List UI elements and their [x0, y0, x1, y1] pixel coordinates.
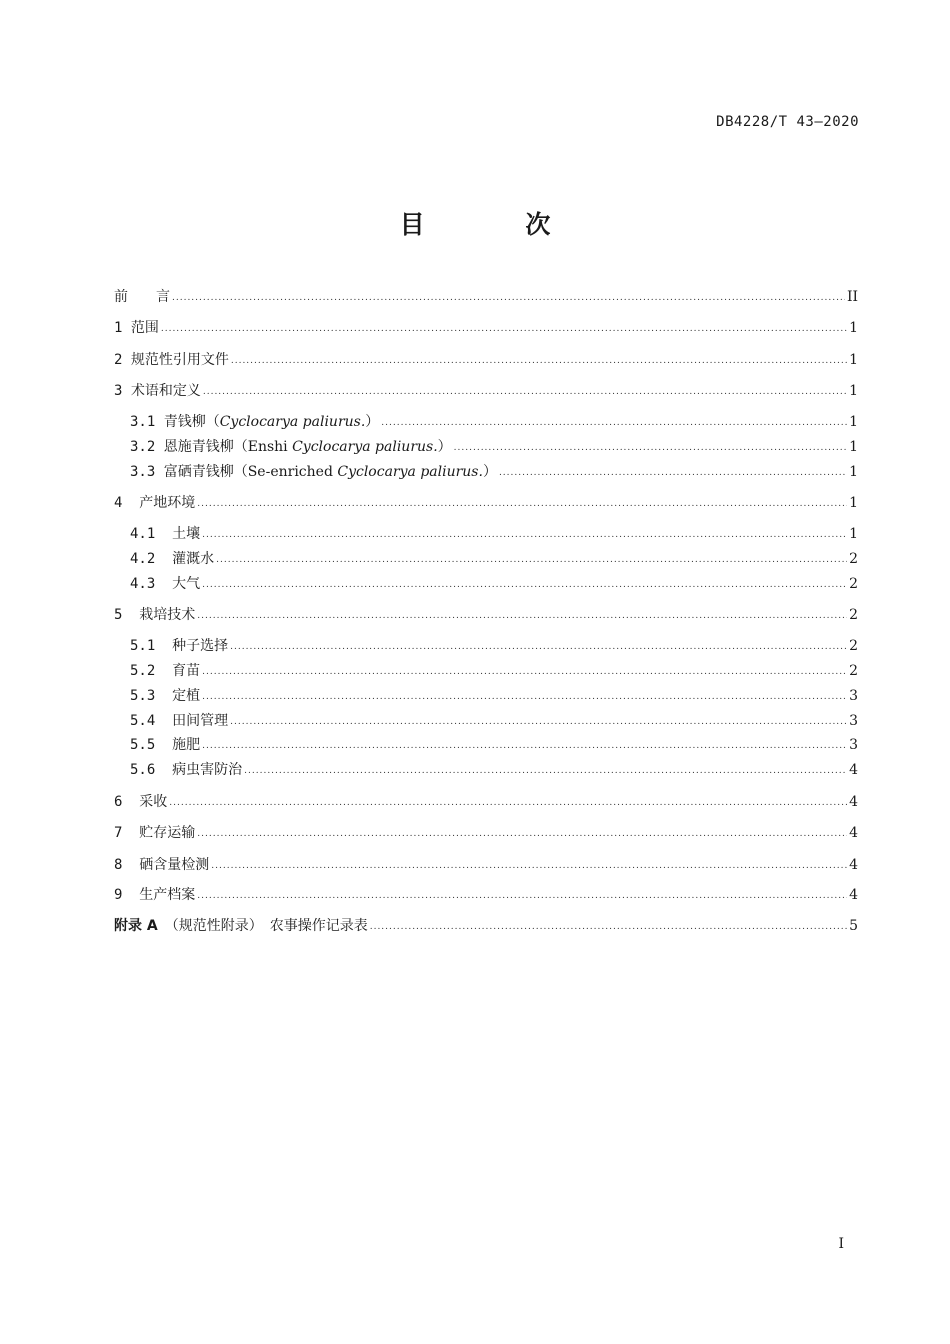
page-number: I — [838, 1236, 844, 1252]
toc-entry-number: 9 — [114, 887, 140, 903]
toc-entry-3-2[interactable] — [130, 437, 858, 457]
toc-entry-page: 3 — [849, 737, 858, 753]
toc-entry-6[interactable] — [114, 792, 858, 812]
toc-entry-page: 4 — [849, 857, 858, 873]
leader-dots — [202, 525, 847, 545]
toc-entry-page: 3 — [849, 713, 858, 729]
leader-dots — [172, 288, 845, 308]
toc-entry-page: 4 — [849, 794, 858, 810]
leader-dots — [244, 761, 847, 781]
leader-dots — [197, 494, 847, 514]
leader-dots — [197, 606, 847, 626]
toc-entry-page: 4 — [849, 762, 858, 778]
toc-entry-page: 1 — [849, 464, 858, 480]
toc-entry-5-3[interactable] — [130, 686, 858, 706]
toc-entry-foreword[interactable] — [114, 287, 858, 307]
toc-entry-4-2[interactable] — [130, 549, 858, 569]
toc-entry-page: 2 — [849, 551, 858, 567]
toc-entry-3[interactable] — [114, 381, 858, 401]
toc-entry-4[interactable] — [114, 493, 858, 513]
leader-dots — [216, 550, 847, 570]
toc-entry-number: 3.1 — [130, 414, 164, 430]
toc-entry-number: 3.3 — [130, 464, 164, 480]
toc-entry-4-3[interactable] — [130, 574, 858, 594]
toc-entry-page: 4 — [849, 825, 858, 841]
toc-entry-label: 硒含量检测 — [139, 857, 210, 873]
toc-entry-2[interactable] — [114, 350, 858, 370]
page-title: 目 次 — [399, 210, 597, 239]
toc-entry-number: 3 — [114, 383, 131, 399]
toc-entry-page: 1 — [849, 414, 858, 430]
toc-entry-page: 4 — [849, 887, 858, 903]
toc-entry-label: 青钱柳（Cyclocarya paliurus.） — [163, 414, 380, 430]
toc-entry-page: 1 — [849, 495, 858, 511]
toc-entry-label: 栽培技术 — [139, 607, 196, 623]
toc-entry-5-5[interactable] — [130, 735, 858, 755]
toc-entry-page: 1 — [849, 439, 858, 455]
toc-entry-label: 灌溉水 — [172, 551, 215, 567]
toc-entry-appendix-a[interactable] — [114, 916, 858, 936]
toc-entry-3-3[interactable] — [130, 462, 858, 482]
toc-entry-number: 5.5 — [130, 737, 173, 753]
leader-dots — [197, 824, 847, 844]
toc-entry-page: 2 — [849, 607, 858, 623]
leader-dots — [499, 463, 847, 483]
toc-entry-page: 3 — [849, 688, 858, 704]
toc-entry-label: 产地环境 — [139, 495, 196, 511]
toc-entry-label: 大气 — [172, 576, 201, 592]
toc-entry-5-1[interactable] — [130, 636, 858, 656]
leader-dots — [197, 886, 847, 906]
toc-entry-number: 7 — [114, 825, 140, 841]
toc-entry-number: 5.4 — [130, 713, 173, 729]
toc-entry-label: 育苗 — [172, 663, 201, 679]
toc-entry-label: 范围 — [130, 320, 159, 336]
toc-entry-label: 种子选择 — [172, 638, 229, 654]
leader-dots — [230, 712, 847, 732]
toc-entry-page: 2 — [849, 576, 858, 592]
toc-entry-label: 规范性引用文件 — [130, 352, 229, 368]
leader-dots — [203, 382, 847, 402]
toc-entry-page: II — [846, 289, 858, 305]
toc-entry-4-1[interactable] — [130, 524, 858, 544]
toc-entry-8[interactable] — [114, 855, 858, 875]
toc-entry-label: 采收 — [139, 794, 168, 810]
toc-entry-number: 4.1 — [130, 526, 173, 542]
toc-entry-9[interactable] — [114, 885, 858, 905]
toc-entry-1[interactable] — [114, 318, 858, 338]
toc-entry-label: 定植 — [172, 688, 201, 704]
toc-entry-label: 土壤 — [172, 526, 201, 542]
toc-entry-number: 5.1 — [130, 638, 173, 654]
toc-entry-5-2[interactable] — [130, 661, 858, 681]
toc-entry-number: 4 — [114, 495, 140, 511]
toc-entry-page: 2 — [849, 663, 858, 679]
toc-entry-label: 施肥 — [172, 737, 201, 753]
toc-entry-5-6[interactable] — [130, 760, 858, 780]
toc-entry-label: （规范性附录） 农事操作记录表 — [157, 918, 368, 934]
toc-entry-label: 前 言 — [114, 289, 170, 305]
toc-entry-number: 2 — [114, 352, 131, 368]
leader-dots — [381, 413, 847, 433]
toc-entry-label: 富硒青钱柳（Se-enriched Cyclocarya paliurus.） — [163, 464, 497, 480]
leader-dots — [454, 438, 847, 458]
toc-entry-page: 2 — [849, 638, 858, 654]
leader-dots — [231, 351, 847, 371]
toc-entry-7[interactable] — [114, 823, 858, 843]
toc-entry-page: 5 — [849, 918, 858, 934]
toc-entry-number: 3.2 — [130, 439, 164, 455]
toc-entry-number: 5.6 — [130, 762, 173, 778]
toc-entry-number: 5 — [114, 607, 140, 623]
toc-entry-number: 6 — [114, 794, 140, 810]
document-code: DB4228/T 43—2020 — [716, 114, 859, 130]
toc-entry-label: 恩施青钱柳（Enshi Cyclocarya paliurus.） — [163, 439, 452, 455]
leader-dots — [211, 856, 847, 876]
toc-entry-number: 1 — [114, 320, 131, 336]
leader-dots — [202, 575, 847, 595]
toc-entry-label: 贮存运输 — [139, 825, 196, 841]
toc-entry-page: 1 — [849, 352, 858, 368]
leader-dots — [202, 662, 847, 682]
toc-entry-5-4[interactable] — [130, 711, 858, 731]
toc-entry-number: 8 — [114, 857, 140, 873]
toc-entry-page: 1 — [849, 383, 858, 399]
toc-entry-page: 1 — [849, 320, 858, 336]
toc-entry-number: 5.3 — [130, 688, 173, 704]
toc-entry-3-1[interactable] — [130, 412, 858, 432]
leader-dots — [202, 687, 847, 707]
toc-entry-label: 术语和定义 — [130, 383, 201, 399]
leader-dots — [202, 736, 847, 756]
toc-entry-number: 5.2 — [130, 663, 173, 679]
leader-dots — [161, 319, 847, 339]
toc-entry-page: 1 — [849, 526, 858, 542]
toc-entry-number: 附录 A — [114, 918, 158, 934]
toc-entry-5[interactable] — [114, 605, 858, 625]
toc-entry-label: 生产档案 — [139, 887, 196, 903]
toc-entry-label: 田间管理 — [172, 713, 229, 729]
leader-dots — [230, 637, 847, 657]
toc-entry-label: 病虫害防治 — [172, 762, 243, 778]
toc-entry-number: 4.3 — [130, 576, 173, 592]
leader-dots — [169, 793, 847, 813]
leader-dots — [370, 917, 847, 937]
toc-entry-number: 4.2 — [130, 551, 173, 567]
